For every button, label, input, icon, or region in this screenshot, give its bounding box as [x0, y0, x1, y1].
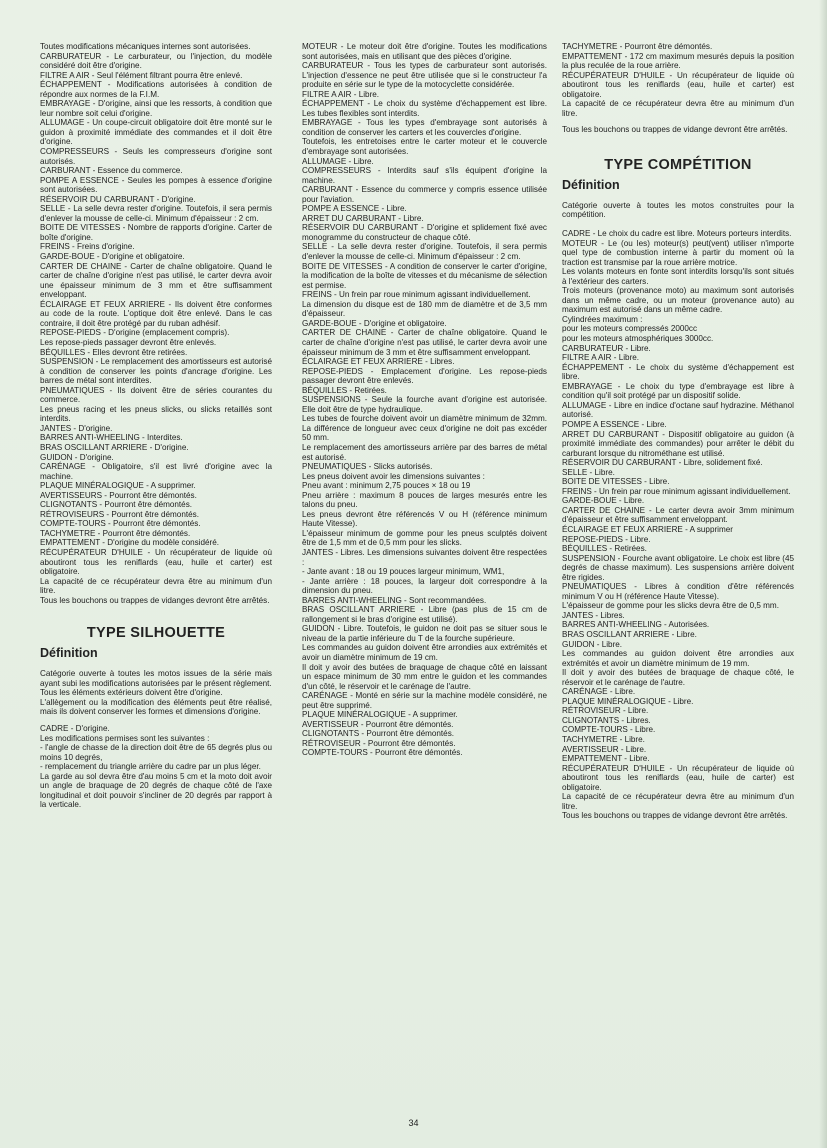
rule-paragraph: Les pneus racing et les pneus slicks, ou slicks retaillés sont interdits.	[40, 404, 272, 424]
rule-paragraph: MOTEUR - Le moteur doit être d'origine. Toutes les modifications sont autorisées, mais en utilisant que des pièces d'origine.	[302, 42, 547, 61]
rule-paragraph: REPOSE-PIEDS - Emplacement d'origine. Les repose-pieds passager devront être enlevés.	[302, 366, 547, 386]
rule-paragraph: PNEUMATIQUES - Libres à condition d'être référencés minimum V ou H (référence Haute Vitesse).	[562, 582, 794, 601]
rule-paragraph: CARÉNAGE - Obligatoire, s'il est livré d'origine avec la machine.	[40, 462, 272, 481]
rule-paragraph: GUIDON - D'origine.	[40, 452, 114, 462]
rule-paragraph: ARRET DU CARBURANT - Dispositif obligatoire au guidon (à proximité immédiate des commandes) pour arrêter le débit du carburant lorsque du nitrométhane est utilisé.	[562, 429, 794, 458]
rule-paragraph: FILTRE A AIR - Seul l'élément filtrant pourra être enlevé.	[40, 70, 243, 80]
rule-paragraph: ALLUMAGE - Un coupe-circuit obligatoire doit être monté sur le guidon à proximité immédiate des commandes et il doit être d'origine.	[40, 118, 272, 147]
column-right	[562, 42, 794, 1102]
rule-paragraph: FREINS - Freins d'origine.	[40, 242, 135, 252]
rule-paragraph: PNEUMATIQUES - Ils doivent être de séries courantes du commerce.	[40, 385, 272, 405]
rule-paragraph: RÉCUPÉRATEUR D'HUILE - Un récupérateur de liquide où aboutiront tous les reniflards (eau, huile de carter) est obligatoire.	[562, 763, 794, 792]
rule-paragraph: BÉQUILLES - Retirées.	[302, 385, 387, 395]
rule-paragraph: REPOSE-PIEDS - D'origine (emplacement compris).	[40, 328, 230, 338]
rule-paragraph: EMPATTEMENT - Libre.	[562, 754, 650, 764]
rule-paragraph: RÉSERVOIR DU CARBURANT - D'origine.	[40, 194, 196, 204]
rule-paragraph: JANTES - Libres. Les dimensions suivantes doivent être respectées :	[302, 547, 547, 567]
rule-paragraph: ARRET DU CARBURANT - Libre.	[302, 213, 424, 223]
rule-paragraph: ALLUMAGE - Libre en indice d'octane sauf hydrazine. Méthanol autorisé.	[562, 400, 794, 420]
rule-paragraph: CLIGNOTANTS - Libres.	[562, 715, 651, 725]
rule-paragraph: Tous les bouchons ou trappes de vidanges devront être arrêtés.	[40, 595, 270, 605]
rule-paragraph: GARDE-BOUE - D'origine et obligatoire.	[40, 252, 185, 262]
rule-paragraph: CARÉNAGE - Monté en série sur la machine modèle considéré, ne peut être supprimé.	[302, 691, 547, 710]
rule-paragraph: SELLE - La selle devra rester d'origine. Toutefois, il sera permis d'enlever la mousse de celle-ci. Minimum d'épaisseur : 2 cm.	[40, 204, 272, 223]
rule-paragraph: Pneu avant : minimum 2,75 pouces × 18 ou 19	[302, 481, 471, 491]
rule-paragraph: COMPRESSEURS - Interdits sauf s'ils équipent d'origine la machine.	[302, 166, 547, 185]
rule-paragraph: RÉSERVOIR DU CARBURANT - D'origine et splidement fixé avec monogramme du constructeur de chaque côté.	[302, 223, 547, 242]
rule-paragraph: CARBURATEUR - Libre.	[562, 343, 651, 353]
rule-paragraph: RÉSERVOIR DU CARBURANT - Libre, solidement fixé.	[562, 458, 763, 468]
silhouette-rules-continued	[302, 42, 547, 758]
rule-paragraph: BARRES ANTI-WHEELING - Sont recommandées.	[302, 595, 487, 605]
column-left	[40, 42, 272, 1102]
rule-paragraph: - Jante avant : 18 ou 19 pouces largeur minimum, WM1,	[302, 567, 505, 577]
page-number: 34	[408, 1118, 419, 1128]
rule-paragraph: Les volants moteurs en fonte sont interdits lorsqu'ils sont situés à l'extérieur des carters.	[562, 267, 794, 286]
competition-definition-text	[562, 201, 794, 220]
rule-paragraph: Tous les bouchons ou trappes de vidange devront être arrêtés.	[562, 811, 788, 821]
rule-paragraph: Les repose-pieds passager devront être enlevés.	[40, 337, 217, 347]
rule-paragraph: EMPATTEMENT - 172 cm maximum mesurés depuis la position la plus reculée de la roue arrière.	[562, 51, 794, 71]
rule-paragraph: CADRE - D'origine.	[40, 724, 110, 733]
silhouette-frame-rules	[40, 724, 272, 810]
rule-paragraph: ÉCHAPPEMENT - Le choix du système d'échappement est libre.	[562, 362, 794, 382]
rule-paragraph: FREINS - Un frein par roue minimum agissant individuellement.	[302, 290, 531, 300]
rule-paragraph: Catégorie ouverte à toutes les motos issues de la série mais ayant subi les modifications autorisées par le présent règlement.	[40, 669, 272, 688]
rule-paragraph: AVERTISSEUR - Libre.	[562, 744, 647, 754]
rule-paragraph: ÉCLAIRAGE ET FEUX ARRIERE - A supprimer	[562, 524, 733, 534]
rule-paragraph: ÉCLAIRAGE ET FEUX ARRIERE - Libres.	[302, 357, 455, 367]
rule-paragraph: BOITE DE VITESSES - Nombre de rapports d'origine. Carter de boîte d'origine.	[40, 223, 272, 242]
rule-paragraph: SELLE - Libre.	[562, 467, 615, 477]
rule-paragraph: Toutefois, les entretoises entre le carter moteur et le couvercle d'embrayage sont autorisées.	[302, 137, 547, 157]
rule-paragraph: La capacité de ce récupérateur devra être au minimum d'un litre.	[562, 792, 794, 811]
rule-paragraph: BÉQUILLES - Elles devront être retirées.	[40, 347, 188, 357]
rule-paragraph: FILTRE A AIR - Libre.	[302, 89, 380, 99]
rule-paragraph: - remplacement du triangle arrière du cadre par un plus léger.	[40, 762, 261, 772]
rule-paragraph: L'épaisseur minimum de gomme pour les pneus sculptés doivent être de 1,5 mm et de 0,5 mm pour les slicks.	[302, 528, 547, 548]
rule-paragraph: pour les moteurs compressés 2000cc	[562, 324, 698, 334]
rule-paragraph: pour les moteurs atmosphériques 3000cc.	[562, 334, 714, 344]
rule-paragraph: GUIDON - Libre. Toutefois, le guidon ne doit pas se situer sous le niveau de la partie inférieure du T de la fourche supérieure.	[302, 624, 547, 643]
rule-paragraph: EMBRAYAGE - Tous les types d'embrayage sont autorisés à condition de conserver les carters et les couvercles d'origine.	[302, 118, 547, 137]
rule-paragraph: BARRES ANTI-WHEELING - Autorisées.	[562, 620, 710, 630]
rule-paragraph: BÉQUILLES - Retirées.	[562, 544, 647, 554]
rule-paragraph: BRAS OSCILLANT ARRIERE - Libre (pas plus de 15 cm de rallongement si le bras d'origine est utilisé).	[302, 605, 547, 624]
rule-paragraph: ÉCLAIRAGE ET FEUX ARRIERE - Ils doivent être conformes au code de la route. L'optique doit être enlevé. Dans le cas contraire, il doit être protégé par du ruban adhésif.	[40, 299, 272, 328]
rule-paragraph: Les tubes de fourche doivent avoir un diamètre minimum de 32mm. La différence de longueur avec ceux d'origine ne doit pas excéder 50 mm.	[302, 414, 547, 443]
rule-paragraph: BRAS OSCILLANT ARRIERE - D'origine.	[40, 442, 189, 452]
page-edge-shadow	[819, 0, 827, 1148]
competition-rules	[562, 229, 794, 821]
rule-paragraph: - l'angle de chasse de la direction doit être de 65 degrés plus ou moins 10 degrés,	[40, 743, 272, 762]
rule-paragraph: BOITE DE VITESSES - A condition de conserver le carter d'origine, la modification de la boîte de vitesses et du mécanisme de sélection est permise.	[302, 261, 547, 290]
rule-paragraph: COMPTE-TOURS - Pourront être démontés.	[302, 748, 463, 758]
rule-paragraph: CARBURANT - Essence du commerce y compris essence utilisée pour l'aviation.	[302, 185, 547, 204]
rule-paragraph: PLAQUE MINÉRALOGIQUE - A supprimer.	[40, 481, 196, 491]
rule-paragraph: POMPE A ESSENCE - Libre.	[302, 204, 407, 214]
rule-paragraph: Les commandes au guidon doivent être arrondies aux extrémités et avoir un diamètre minimum de 19 mm.	[562, 649, 794, 668]
rule-paragraph: JANTES - Libres.	[562, 610, 625, 620]
rule-paragraph: RÉTROVISEUR - Pourront être démontés.	[302, 738, 456, 748]
drain-plug-note: Tous les bouchons ou trappes de vidange devront être arrêtés.	[562, 125, 788, 135]
rule-paragraph: GUIDON - Libre.	[562, 639, 623, 649]
section-title-silhouette: TYPE SILHOUETTE	[86, 625, 226, 642]
rule-paragraph: Les pneus doivent avoir les dimensions suivantes :	[302, 471, 485, 481]
rule-paragraph: CARÉNAGE - Libre.	[562, 687, 636, 697]
rule-paragraph: - Jante arrière : 18 pouces, la largeur doit correspondre à la dimension du pneu.	[302, 576, 547, 596]
rule-paragraph: GARDE-BOUE - Libre.	[562, 496, 645, 506]
rule-paragraph: Il doit y avoir des butées de braquage de chaque côté, le réservoir et le carénage de l'autre.	[562, 668, 794, 687]
rule-paragraph: COMPTE-TOURS - Pourront être démontés.	[40, 519, 201, 529]
rule-paragraph: Trois moteurs (provenance moto) au maximum sont autorisés dans un même cadre, ou un moteur (provenance auto) au maximum est autorisé dans un même cadre.	[562, 286, 794, 315]
rule-paragraph: FREINS - Un frein par roue minimum agissant individuellement.	[562, 486, 791, 496]
rule-paragraph: L'épaisseur de gomme pour les slicks devra être de 0,5 mm.	[562, 601, 779, 611]
rule-paragraph: MOTEUR - Le (ou les) moteur(s) peut(vent) utiliser n'importe quel type de combustion interne à partir du moment où la traction est transmise par la roue arrière motrice.	[562, 238, 794, 267]
rule-paragraph: PLAQUE MINÉRALOGIQUE - A supprimer.	[302, 710, 458, 720]
silhouette-definition-text	[40, 669, 272, 717]
section-title-competition: TYPE COMPÉTITION	[604, 156, 752, 173]
rule-paragraph: REPOSE-PIEDS - Libre.	[562, 534, 651, 544]
rule-paragraph: CARTER DE CHAINE - Carter de chaîne obligatoire. Quand le carter de chaîne d'origine n'est pas utilisé, le carter devra avoir une épaisseur minimum de 3 mm et être suffisamment enveloppant.	[40, 261, 272, 300]
rule-paragraph: RÉCUPÉRATEUR D'HUILE - Un récupérateur de liquide où aboutiront tous les reniflards (eau, huile et carter) est obligatoire.	[40, 547, 272, 577]
rule-paragraph: TACHYMETRE - Libre.	[562, 735, 645, 744]
rule-paragraph: TACHYMETRE - Pourront être démontés.	[562, 42, 713, 51]
rule-paragraph: GARDE-BOUE - D'origine et obligatoire.	[302, 318, 447, 328]
rule-paragraph: CARTER DE CHAINE - Carter de chaîne obligatoire. Quand le carter de chaîne d'origine n'est pas utilisé, le carter devra avoir une épaisseur minimum de 3 mm et être suffisamment enveloppant.	[302, 328, 547, 357]
rule-paragraph: SUSPENSIONS - Seule la fourche avant d'origine est autorisée. Elle doit être de type hydraulique.	[302, 395, 547, 414]
rule-paragraph: Les modifications permises sont les suivantes :	[40, 733, 210, 743]
rule-paragraph: CARTER DE CHAINE - Le carter devra avoir 3mm minimum d'épaisseur et être suffisamment enveloppant.	[562, 505, 794, 525]
rule-paragraph: FILTRE A AIR - Libre.	[562, 353, 640, 363]
rule-paragraph: ÉCHAPPEMENT - Modifications autorisées à condition de répondre aux normes de la F.I.M.	[40, 80, 272, 99]
section-subtitle-definition: Définition	[40, 646, 98, 661]
rule-paragraph: RÉCUPÉRATEUR D'HUILE - Un récupérateur de liquide où aboutiront tous les reniflards (eau, huile et carter) est obligatoire.	[562, 70, 794, 99]
column-middle	[302, 42, 547, 1102]
rule-paragraph: COMPRESSEURS - Seuls les compresseurs d'origine sont autorisés.	[40, 147, 272, 166]
rule-paragraph: EMBRAYAGE - D'origine, ainsi que les ressorts, à condition que leur nombre soit celui d'origine.	[40, 99, 272, 118]
rule-paragraph: CARBURATEUR - Le carburateur, ou l'injection, du modèle considéré doit être d'origine.	[40, 51, 272, 71]
rule-paragraph: PNEUMATIQUES - Slicks autorisés.	[302, 462, 433, 472]
rule-paragraph: La capacité de ce récupérateur devra être au minimum d'un litre.	[562, 99, 794, 118]
rule-paragraph: Le remplacement des amortisseurs arrière par des barres de métal est autorisé.	[302, 442, 547, 462]
rule-paragraph: AVERTISSEUR - Pourront être démontés.	[302, 719, 454, 729]
rule-paragraph: AVERTISSEURS - Pourront être démontés.	[40, 490, 197, 500]
rule-paragraph: ALLUMAGE - Libre.	[302, 156, 374, 166]
rule-paragraph: BARRES ANTI-WHEELING - Interdites.	[40, 433, 183, 443]
rule-paragraph: POMPE A ESSENCE - Libre.	[562, 419, 667, 429]
rule-paragraph: CADRE - Le choix du cadre est libre. Moteurs porteurs interdits.	[562, 229, 792, 239]
rule-paragraph: PLAQUE MINÉRALOGIQUE - Libre.	[562, 696, 694, 706]
rule-paragraph: RÉTROVISEURS - Pourront être démontés.	[40, 509, 199, 519]
rule-paragraph: CLIGNOTANTS - Pourront être démontés.	[302, 729, 455, 739]
rule-paragraph: La capacité de ce récupérateur devra être au minimum d'un litre.	[40, 576, 272, 596]
rule-paragraph: JANTES - D'origine.	[40, 423, 113, 433]
rule-paragraph: Les pneus devront être référencés V ou H (référence minimum Haute Vitesse).	[302, 509, 547, 529]
rule-paragraph: EMBRAYAGE - Le choix du type d'embrayage est libre à condition qu'il soit protégé par un dispositif solide.	[562, 381, 794, 401]
rule-paragraph: EMPATTEMENT - D'origine du modèle considéré.	[40, 538, 220, 548]
rule-paragraph: SUSPENSION - Le remplacement des amortisseurs est autorisé à condition de conserver les points d'ancrage d'origine. Les barres de métal sont interdites.	[40, 357, 272, 386]
rule-paragraph: Les commandes au guidon doivent être arrondies aux extrémités et avoir un diamètre minimum de 19 cm.	[302, 643, 547, 662]
rule-paragraph: Pneu arrière : maximum 8 pouces de larges mesurés entre les talons du pneu.	[302, 490, 547, 510]
rule-paragraph: TACHYMETRE - Pourront être démontés.	[40, 528, 191, 538]
rule-paragraph: Catégorie ouverte à toutes les motos construites pour la compétition.	[562, 200, 794, 220]
rule-paragraph: SUSPENSION - Fourche avant obligatoire. Le choix est libre (45 degrés de chasse maximum). Les suspensions arrière doivent être rigides.	[562, 553, 794, 582]
silhouette-rules-top	[40, 42, 272, 605]
rule-paragraph: Toutes modifications mécaniques internes sont autorisées.	[40, 42, 251, 51]
rule-paragraph: ÉCHAPPEMENT - Le choix du système d'échappement est libre. Les tubes flexibles sont interdits.	[302, 99, 547, 118]
rule-paragraph: COMPTE-TOURS - Libre.	[562, 725, 656, 735]
rule-paragraph: CARBURANT - Essence du commerce.	[40, 166, 183, 176]
rule-paragraph: Tous les éléments extérieurs doivent être d'origine.	[40, 688, 223, 698]
section-subtitle-definition-competition: Définition	[562, 177, 620, 192]
rule-paragraph: L'allègement ou la modification des éléments peut être réalisé, mais ils doivent conserver les formes et dimensions d'origine.	[40, 697, 272, 717]
rule-paragraph: POMPE A ESSENCE - Seules les pompes à essence d'origine sont autorisées.	[40, 175, 272, 195]
rule-paragraph: BRAS OSCILLANT ARRIERE - Libre.	[562, 629, 697, 639]
rule-paragraph: SELLE - La selle devra rester d'origine. Toutefois, il sera permis d'enlever la mousse de celle-ci. Minimum d'épaisseur : 2 cm.	[302, 242, 547, 262]
rule-paragraph: Cylindrées maximum :	[562, 314, 643, 324]
rule-paragraph: Il doit y avoir des butées de braquage de chaque côté en laissant un espace minimum de 30 mm entre le guidon et les commandes d'un côté, le réservoir et le carénage de l'autre.	[302, 662, 547, 691]
rule-paragraph: RÉTROVISEUR - Libre.	[562, 706, 649, 716]
rule-paragraph: CARBURATEUR - Tous les types de carburateur sont autorisés. L'injection d'essence ne peut être utilisée que si le constructeur l'a produite en série sur le type de la motocyclette considérée.	[302, 61, 547, 90]
silhouette-rules-end	[562, 42, 794, 118]
rule-paragraph: BOITE DE VITESSES - Libre.	[562, 477, 670, 487]
rule-paragraph: CLIGNOTANTS - Pourront être démontés.	[40, 500, 193, 510]
rule-paragraph: La dimension du disque est de 180 mm de diamètre et de 3,5 mm d'épaisseur.	[302, 299, 547, 319]
rule-paragraph: La garde au sol devra être d'au moins 5 cm et la moto doit avoir un angle de braquage de 20 degrés de chaque côté de l'axe longitudinal et doit pouvoir s'incliner de 20 degrés par rapport à la verticale.	[40, 771, 272, 810]
